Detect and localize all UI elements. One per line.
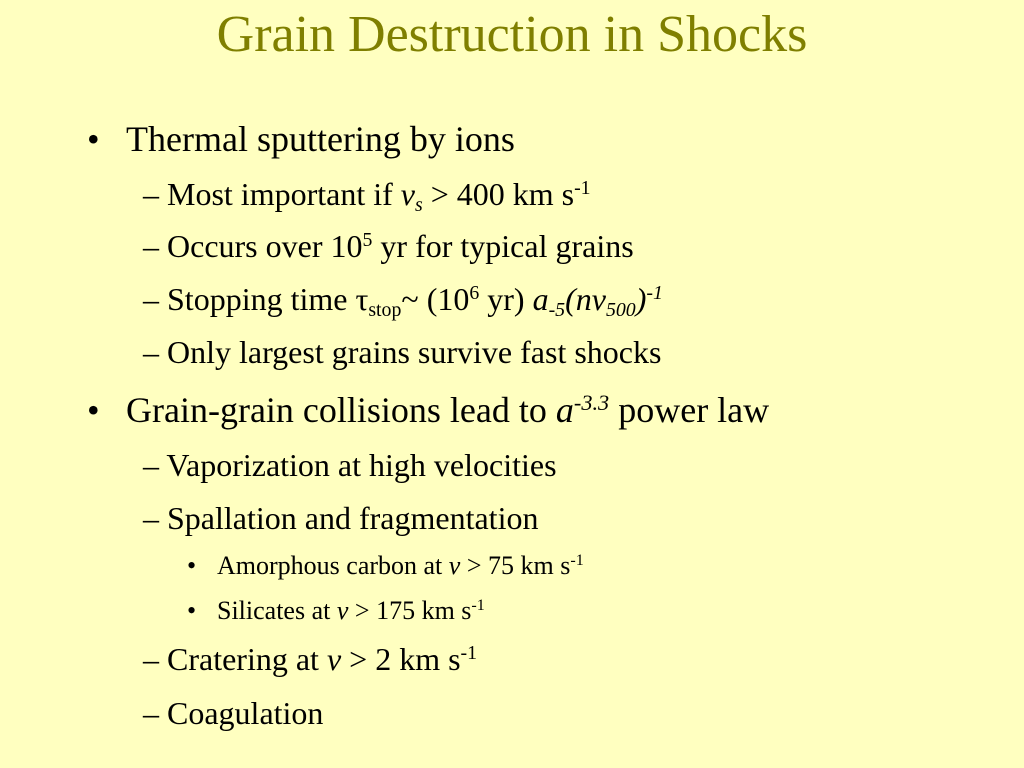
- bullet-marker: •: [187, 596, 197, 625]
- sub-bullet-most-important: [143, 176, 591, 216]
- sub-bullet-text: Vaporization at high velocities: [166, 447, 557, 483]
- dash-marker: –: [143, 500, 159, 536]
- sub-bullet-text: Spallation and fragmentation: [167, 500, 539, 536]
- bullet-text: Grain-grain collisions lead to $a^{-3.3}$ power law: [126, 389, 770, 430]
- sub-bullet-text: Only largest grains survive fast shocks: [167, 334, 662, 370]
- slide-title: Grain Destruction in Shocks: [216, 6, 808, 63]
- sub-bullet-text: Coagulation: [167, 695, 324, 731]
- bullet-marker: •: [87, 119, 100, 159]
- dash-marker: –: [143, 641, 159, 677]
- sub-bullet-spallation: [143, 500, 538, 537]
- sub-bullet-text: Most important if $v_s > 400$ km $s^{-1}$: [167, 176, 591, 216]
- sub-bullet-occurs-over: [143, 228, 634, 265]
- sub-sub-bullet-text: Silicates at v > 175 km $s^{-1}$: [217, 596, 485, 625]
- dash-marker: –: [143, 447, 159, 483]
- sub-bullet-coagulation: [143, 695, 323, 732]
- sub-bullet-stopping-time: [143, 281, 663, 321]
- bullet-marker: •: [187, 551, 197, 580]
- bullet-marker: •: [87, 390, 100, 430]
- sub-sub-bullet-text: Amorphous carbon at v > 75 km $s^{-1}$: [217, 551, 584, 580]
- dash-marker: –: [143, 695, 159, 731]
- bullet-text: Thermal sputtering by ions: [126, 119, 515, 159]
- sub-bullet-cratering: [143, 641, 477, 678]
- sub-bullet-text: Cratering at v > 2 km $s^{-1}$: [167, 641, 478, 677]
- dash-marker: –: [143, 281, 159, 317]
- dash-marker: –: [143, 176, 159, 212]
- sub-bullet-text: Stopping time $\tau_{stop}\sim$ ($10^6$ yr) $a_{-5}(nv_{500})^{-1}$: [167, 281, 663, 321]
- dash-marker: –: [143, 228, 159, 264]
- sub-bullet-only-largest: [143, 334, 661, 371]
- sub-bullet-vaporization: [143, 447, 557, 484]
- sub-bullet-text: Occurs over $10^5$ yr for typical grains: [167, 228, 634, 264]
- dash-marker: –: [143, 334, 159, 370]
